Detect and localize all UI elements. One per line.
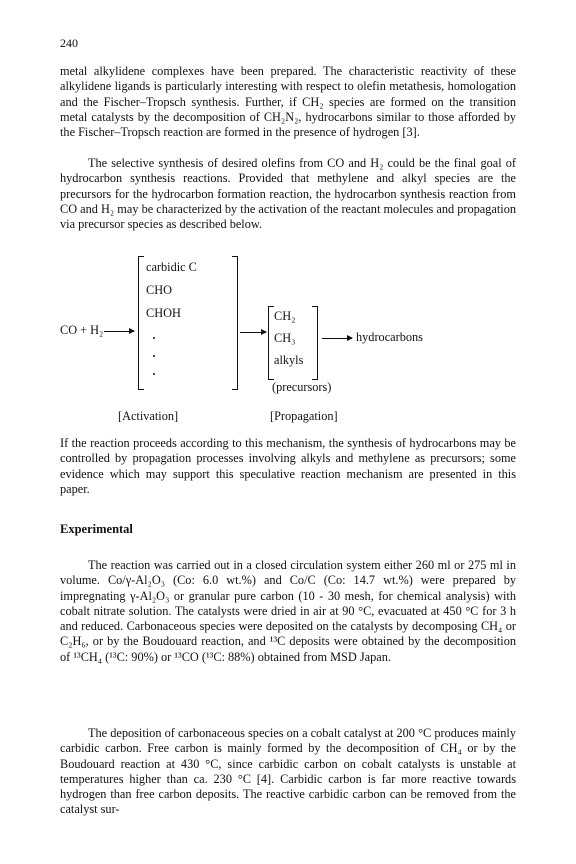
paragraph-4: The reaction was carried out in a closed circulation system either 260 ml or 275 ml in volume. Co/γ-Al₂O₃ (Co: 6.0 wt.%) and Co/C (Co: 14.7 wt.%) were prepared by impregnating γ-Al₂O₃ or granular pure carbon (10 - 30 mesh, for chemical analysis) with cobalt nitrate solution. The catalysts were dried in air at 90 °C, evacuated at 450 °C for 3 h and reduced. Carbonaceous species were deposited on the catalysts by decomposing CH₄ or C₂H₆, or by the Boudouard reaction, and ¹³C deposits were obtained by the decomposition of ¹³CH₄ (¹³C: 90%) or ¹³CO (¹³C: 88%) obtained from MSD Japan. (60, 558, 516, 664)
precursor-species-3: alkyls (274, 353, 304, 367)
product-label: hydrocarbons (356, 330, 423, 344)
section-heading: Experimental (60, 522, 133, 536)
activation-bracket-left (138, 256, 144, 390)
propagation-label: [Propagation] (270, 409, 338, 423)
reaction-scheme (60, 256, 516, 434)
reactants-label: CO + H₂ (60, 323, 104, 337)
activation-bracket-right (232, 256, 238, 390)
precursor-species-2: CH₃ (274, 331, 296, 345)
paragraph-3: If the reaction proceeds according to this mechanism, the synthesis of hydrocarbons may be controlled by propagation processes involving alkyls and methylene as precursors; some evidence which may support this speculative reaction mechanism are presented in this paper. (60, 436, 516, 496)
activation-species-2: CHO (146, 283, 172, 297)
precursor-species-1: CH₂ (274, 309, 296, 323)
arrow-propagation (240, 332, 266, 333)
activation-label: [Activation] (118, 409, 179, 423)
ellipsis-dot (153, 337, 155, 339)
page-number: 240 (60, 36, 78, 50)
activation-species-3: CHOH (146, 306, 181, 320)
paragraph-5: The deposition of carbonaceous species on a cobalt catalyst at 200 °C produces mainly carbidic carbon. Free carbon is mainly formed by the decomposition of CH₄ or by the Boudouard reaction at 430 °C, since carbidic carbon on cobalt catalysts is unstable at temperatures higher than ca. 230 °C [4]. Carbidic carbon is far more reactive towards hydrogen than free carbon deposits. The reactive carbidic carbon can be removed from the catalyst sur- (60, 726, 516, 817)
precursor-bracket-right (312, 306, 318, 380)
precursors-caption: (precursors) (272, 380, 332, 394)
ellipsis-dot (153, 373, 155, 375)
paragraph-1: metal alkylidene complexes have been prepared. The characteristic reactivity of these alkylidene ligands is particularly interesting with respect to olefin metathesis, homologation and the Fischer–Tropsch synthesis. Further, if CH₂ species are formed on the transition metal catalysts by the decomposition of CH₂N₂, hydrocarbons similar to those afforded by the Fischer–Tropsch reaction are formed in the presence of hydrogen [3]. (60, 64, 516, 140)
ellipsis-dot (153, 355, 155, 357)
arrow-activation (104, 331, 134, 332)
activation-species-1: carbidic C (146, 260, 197, 274)
paragraph-2: The selective synthesis of desired olefins from CO and H₂ could be the final goal of hydrocarbon synthesis reactions. Provided that methylene and alkyl species are the precursors for the hydrocarbon formation reaction, the hydrocarbon synthesis reaction from CO and H₂ may be characterized by the activation of the reactant molecules and propagation via precursor species as described below. (60, 156, 516, 232)
arrow-product (322, 338, 352, 339)
